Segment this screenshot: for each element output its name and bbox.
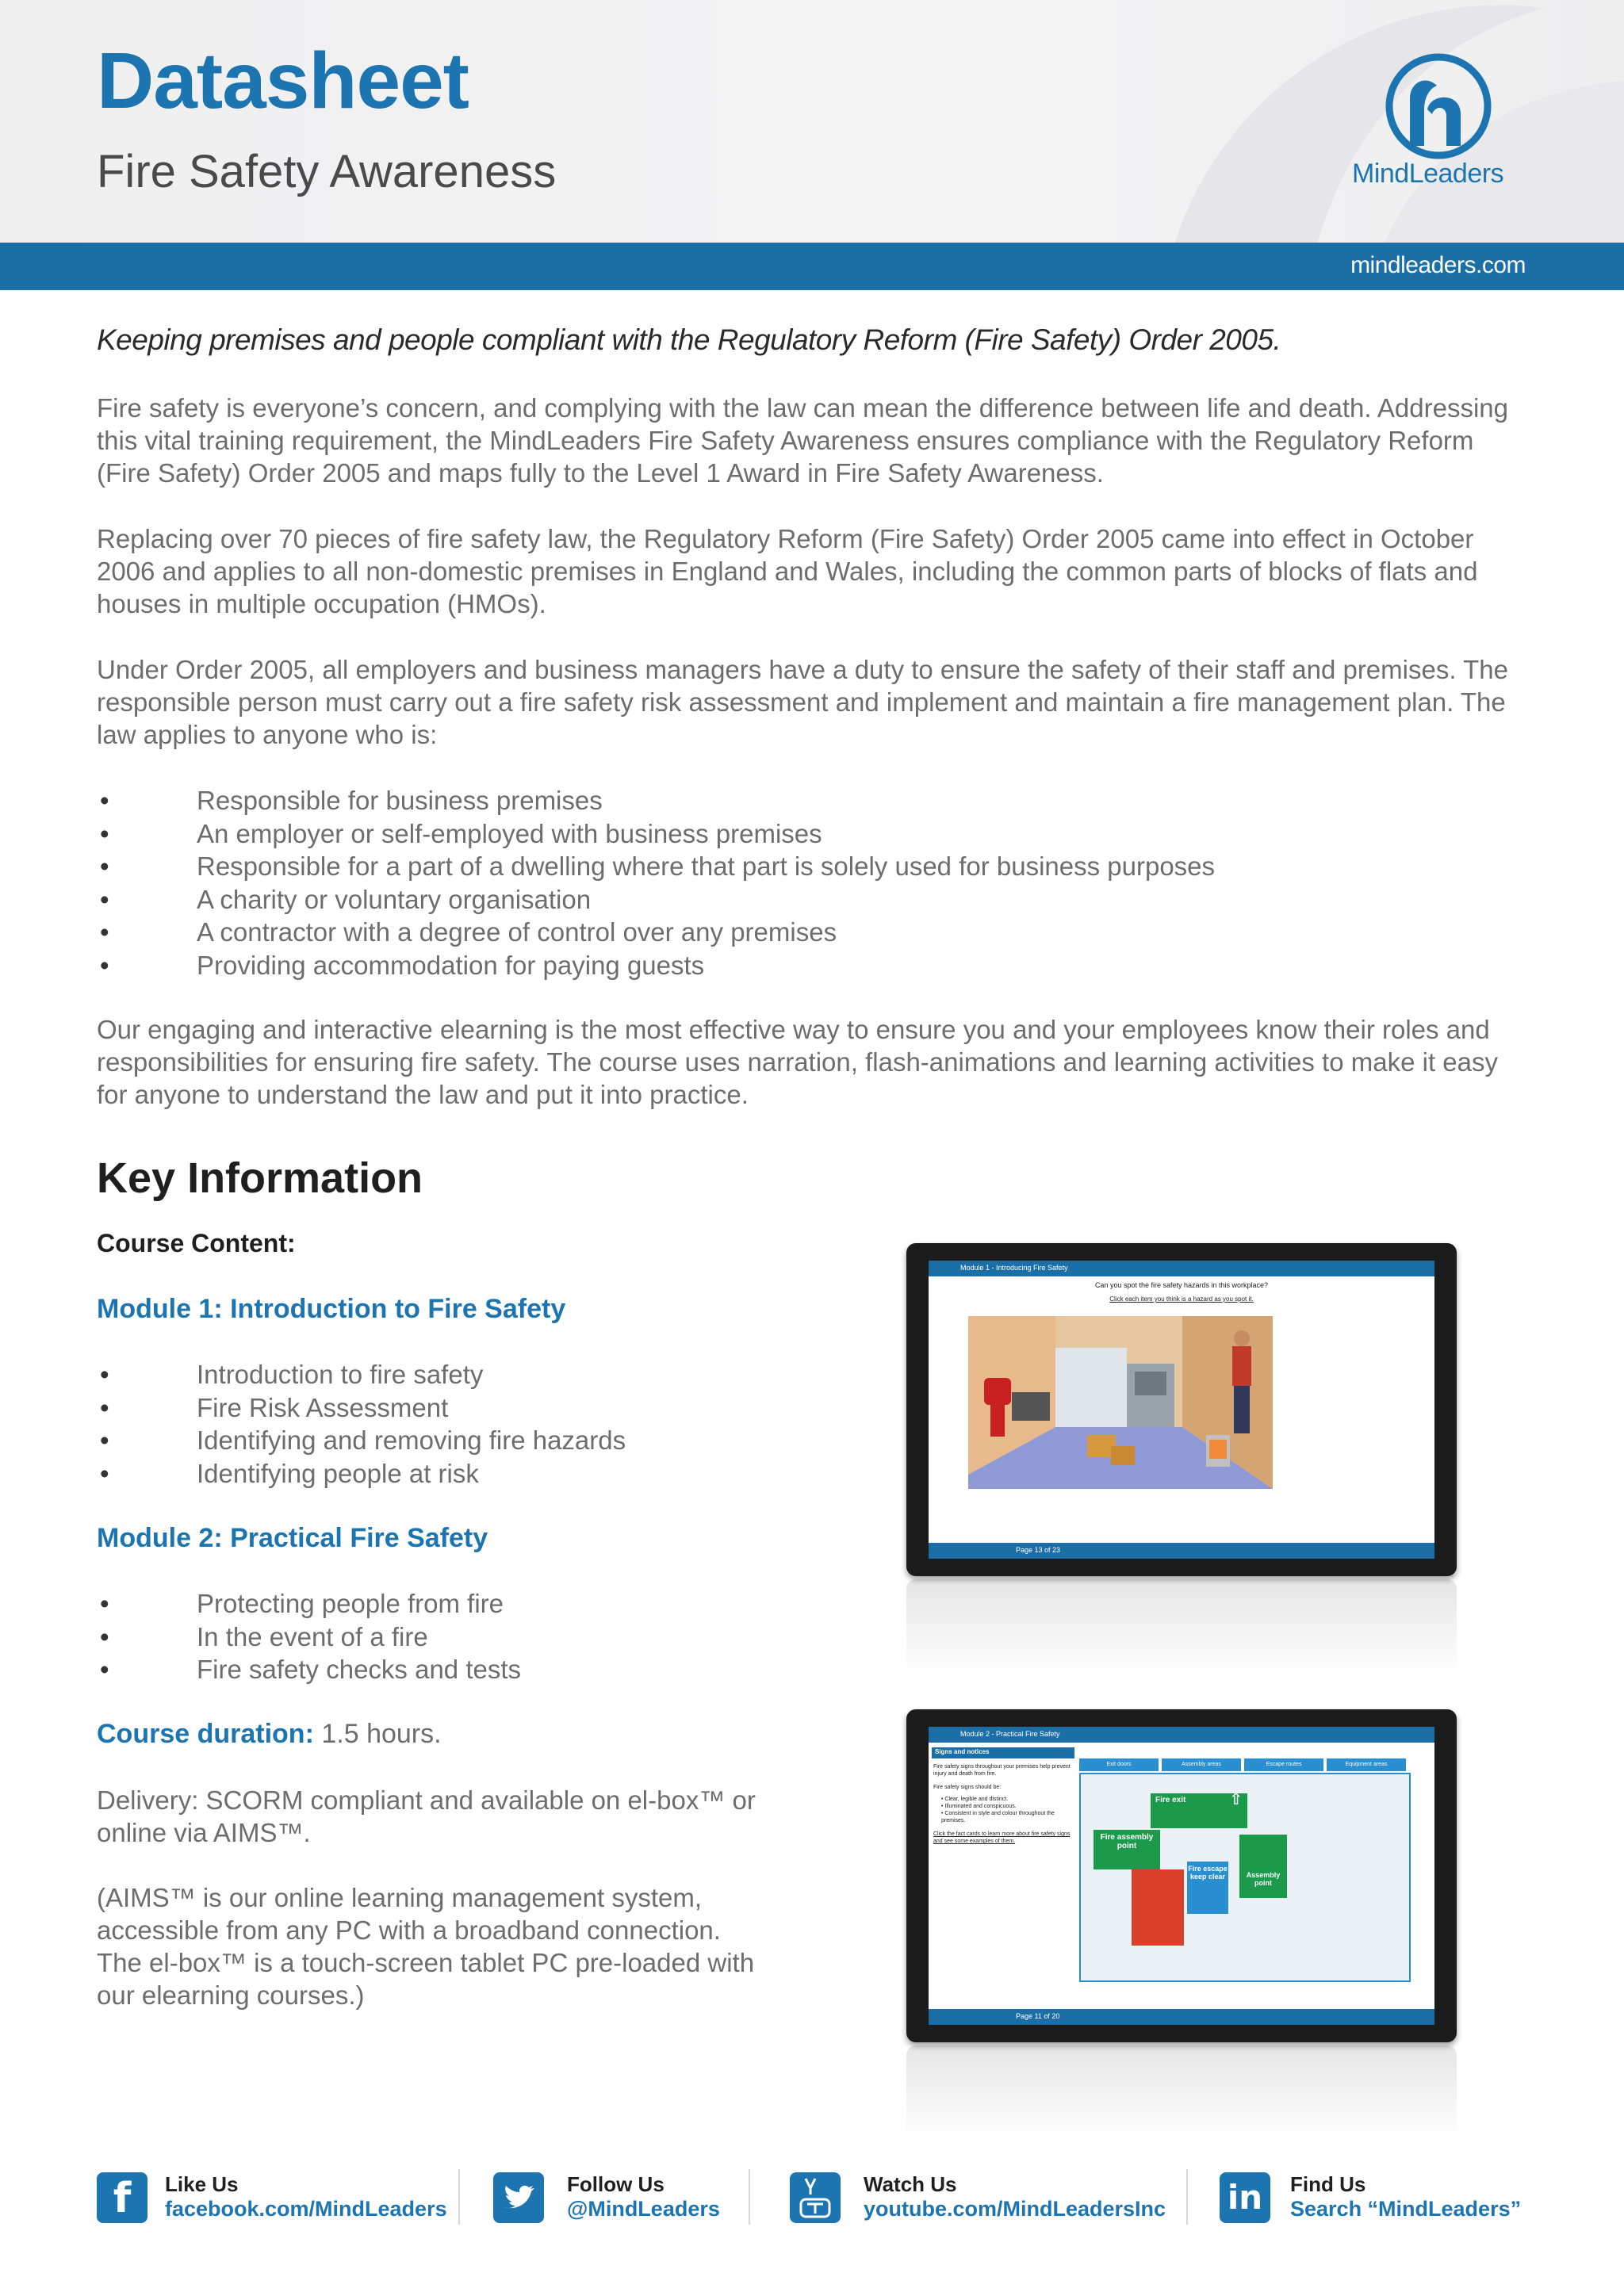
fire-escape-sign[interactable]: Fire escape keep clear [1187, 1862, 1228, 1914]
key-information-heading: Key Information [97, 1154, 423, 1202]
section-heading: Signs and notices [935, 1748, 990, 1755]
intro-paragraph-4: Our engaging and interactive elearning is the most effective way to ensure you and your employees know their roles and responsibilities for ensuring fire safety. The course uses narration, flash-animations and learning activities to make it easy for anyone to understand the law and put it into practice. [97, 1015, 1498, 1109]
module-1-screen [929, 1261, 1434, 1559]
footer-facebook [165, 2172, 447, 2221]
tablet-reflection [906, 2045, 1457, 2141]
tagline: Keeping premises and people compliant with the Regulatory Reform (Fire Safety) Order 2005. [97, 323, 1281, 356]
list-item: • Fire safety checks and tests [100, 1655, 522, 1684]
list-item: • A contractor with a degree of control over any premises [100, 917, 837, 947]
intro-paragraph-2: Replacing over 70 pieces of fire safety law, the Regulatory Reform (Fire Safety) Order 2005 came into effect in October 2006 and applies to all non-domestic premises in England and Wales, including the common parts of blocks of flats and houses in multiple occupation (HMOs). [97, 524, 1478, 618]
screen-footer-bar [929, 2009, 1434, 2025]
module-2-screen [929, 1727, 1434, 2025]
footer-label: Follow Us [567, 2172, 665, 2196]
screen-question: Can you spot the fire safety hazards in this workplace? [1094, 1281, 1269, 1289]
list-item: • Responsible for a part of a dwelling where that part is solely used for business purposes [100, 851, 1216, 881]
screen-page-number: Page 11 of 20 [1016, 2012, 1060, 2020]
fire-exit-sign[interactable]: Fire exit ⇧ [1151, 1793, 1247, 1828]
aims-note: (AIMS™ is our online learning management system, accessible from any PC with a broadband connection. The el-box™ is a touch-screen tablet PC pre-loaded with our elearning courses.) [97, 1883, 755, 2010]
screen-page-number: Page 13 of 23 [1016, 1546, 1061, 1554]
youtube-icon[interactable] [790, 2172, 841, 2223]
website-link[interactable]: mindleaders.com [1350, 252, 1526, 278]
list-item: • Responsible for business premises [100, 786, 603, 815]
tab-assembly-areas[interactable]: Assembly areas [1162, 1758, 1241, 1771]
logo-wordmark: MindLeaders [1352, 159, 1504, 189]
facebook-link[interactable]: facebook.com/MindLeaders [165, 2197, 447, 2221]
footer-label: Find Us [1290, 2172, 1366, 2196]
workplace-hazard-illustration [968, 1316, 1273, 1489]
section-heading-bar [932, 1747, 1074, 1758]
screen-header-title: Module 1 - Introducing Fire Safety [960, 1264, 1068, 1272]
fire-signs-panel [1079, 1773, 1411, 1982]
footer-youtube [864, 2172, 1166, 2221]
fire-extinguisher-sign[interactable] [1132, 1869, 1184, 1946]
footer-twitter [567, 2172, 720, 2221]
footer-divider [1186, 2169, 1188, 2225]
page-subtitle: Fire Safety Awareness [97, 146, 557, 197]
fire-assembly-point-sign[interactable]: Fire assembly point [1094, 1830, 1160, 1869]
assembly-point-sign[interactable]: Assembly point [1239, 1835, 1287, 1898]
list-item: • Identifying and removing fire hazards [100, 1425, 626, 1455]
footer-divider [749, 2169, 750, 2225]
twitter-icon[interactable] [493, 2172, 544, 2223]
exit-arrow-icon: ⇧ [1229, 1791, 1243, 1808]
list-item: • Providing accommodation for paying guests [100, 950, 705, 980]
list-item: • Introduction to fire safety [100, 1360, 484, 1389]
footer-divider [458, 2169, 460, 2225]
course-duration-value: 1.5 hours. [321, 1719, 442, 1749]
delivery-text: Delivery: SCORM compliant and available on el-box™ or online via AIMS™. [97, 1785, 756, 1847]
screen-header-title: Module 2 - Practical Fire Safety [960, 1730, 1060, 1738]
list-item: • A charity or voluntary organisation [100, 884, 592, 914]
screen-instruction: Click each item you think is a hazard as you spot it. [1109, 1295, 1254, 1303]
tablet-screenshot-module-1 [906, 1243, 1457, 1576]
tablet-screenshot-module-2 [906, 1709, 1457, 2042]
youtube-logo-icon [790, 2172, 841, 2223]
tab-equipment-areas[interactable]: Equipment areas [1327, 1758, 1406, 1771]
facebook-icon[interactable]: f [97, 2172, 147, 2223]
course-duration [97, 1719, 442, 1750]
linkedin-link[interactable]: Search “MindLeaders” [1290, 2197, 1522, 2221]
list-item: • Protecting people from fire [100, 1589, 504, 1618]
tablet-reflection [906, 1579, 1457, 1674]
list-item: • Identifying people at risk [100, 1458, 479, 1488]
list-item: • An employer or self-employed with business premises [100, 818, 822, 848]
tab-exit-doors[interactable]: Exit doors [1079, 1758, 1159, 1771]
twitter-link[interactable]: @MindLeaders [567, 2197, 720, 2221]
screen-tabs [1079, 1755, 1428, 1773]
module-1-title: Module 1: Introduction to Fire Safety [97, 1294, 566, 1324]
screen-header-bar [929, 1261, 1434, 1276]
screen-footer-bar [929, 1543, 1434, 1559]
footer-label: Watch Us [864, 2172, 957, 2196]
page-title: Datasheet [97, 36, 469, 125]
module-2-list [97, 1587, 521, 1686]
applies-to-list [97, 784, 1215, 982]
intro-paragraph-1: Fire safety is everyone’s concern, and complying with the law can mean the difference between life and death. Addressing this vital training requirement, the MindLeaders Fire Safety Awareness ensures compliance with the Regulatory Reform (Fire Safety) Order 2005 and maps fully to the Level 1 Award in Fire Safety Awareness. [97, 393, 1508, 488]
footer-label: Like Us [165, 2172, 239, 2196]
twitter-bird-icon [493, 2172, 544, 2223]
intro-paragraph-3: Under Order 2005, all employers and business managers have a duty to ensure the safety of their staff and premises. The responsible person must carry out a fire safety risk assessment and implement and maintain a fire management plan. The law applies to anyone who is: [97, 655, 1508, 749]
module-1-list [97, 1358, 626, 1490]
course-duration-label: Course duration: [97, 1719, 314, 1749]
linkedin-icon[interactable]: in [1220, 2172, 1270, 2223]
list-item: • In the event of a fire [100, 1621, 428, 1651]
list-item: • Fire Risk Assessment [100, 1392, 449, 1422]
tab-escape-routes[interactable]: Escape routes [1244, 1758, 1323, 1771]
youtube-link[interactable]: youtube.com/MindLeadersInc [864, 2197, 1166, 2221]
course-content-label: Course Content: [97, 1229, 296, 1257]
screen-header-bar [929, 1727, 1434, 1743]
footer-linkedin [1290, 2172, 1521, 2221]
screen-body-text: Fire safety signs throughout your premises help prevent injury and death from fire. Fire safety signs should be: • Clear, legible and distinct. • Illuminated and conspicuous. • Consistent in style and colour throughout the premises. Click the fact cards to learn more about fire safety signs and see some examples of them. [933, 1764, 1071, 1844]
module-2-title: Module 2: Practical Fire Safety [97, 1523, 488, 1553]
